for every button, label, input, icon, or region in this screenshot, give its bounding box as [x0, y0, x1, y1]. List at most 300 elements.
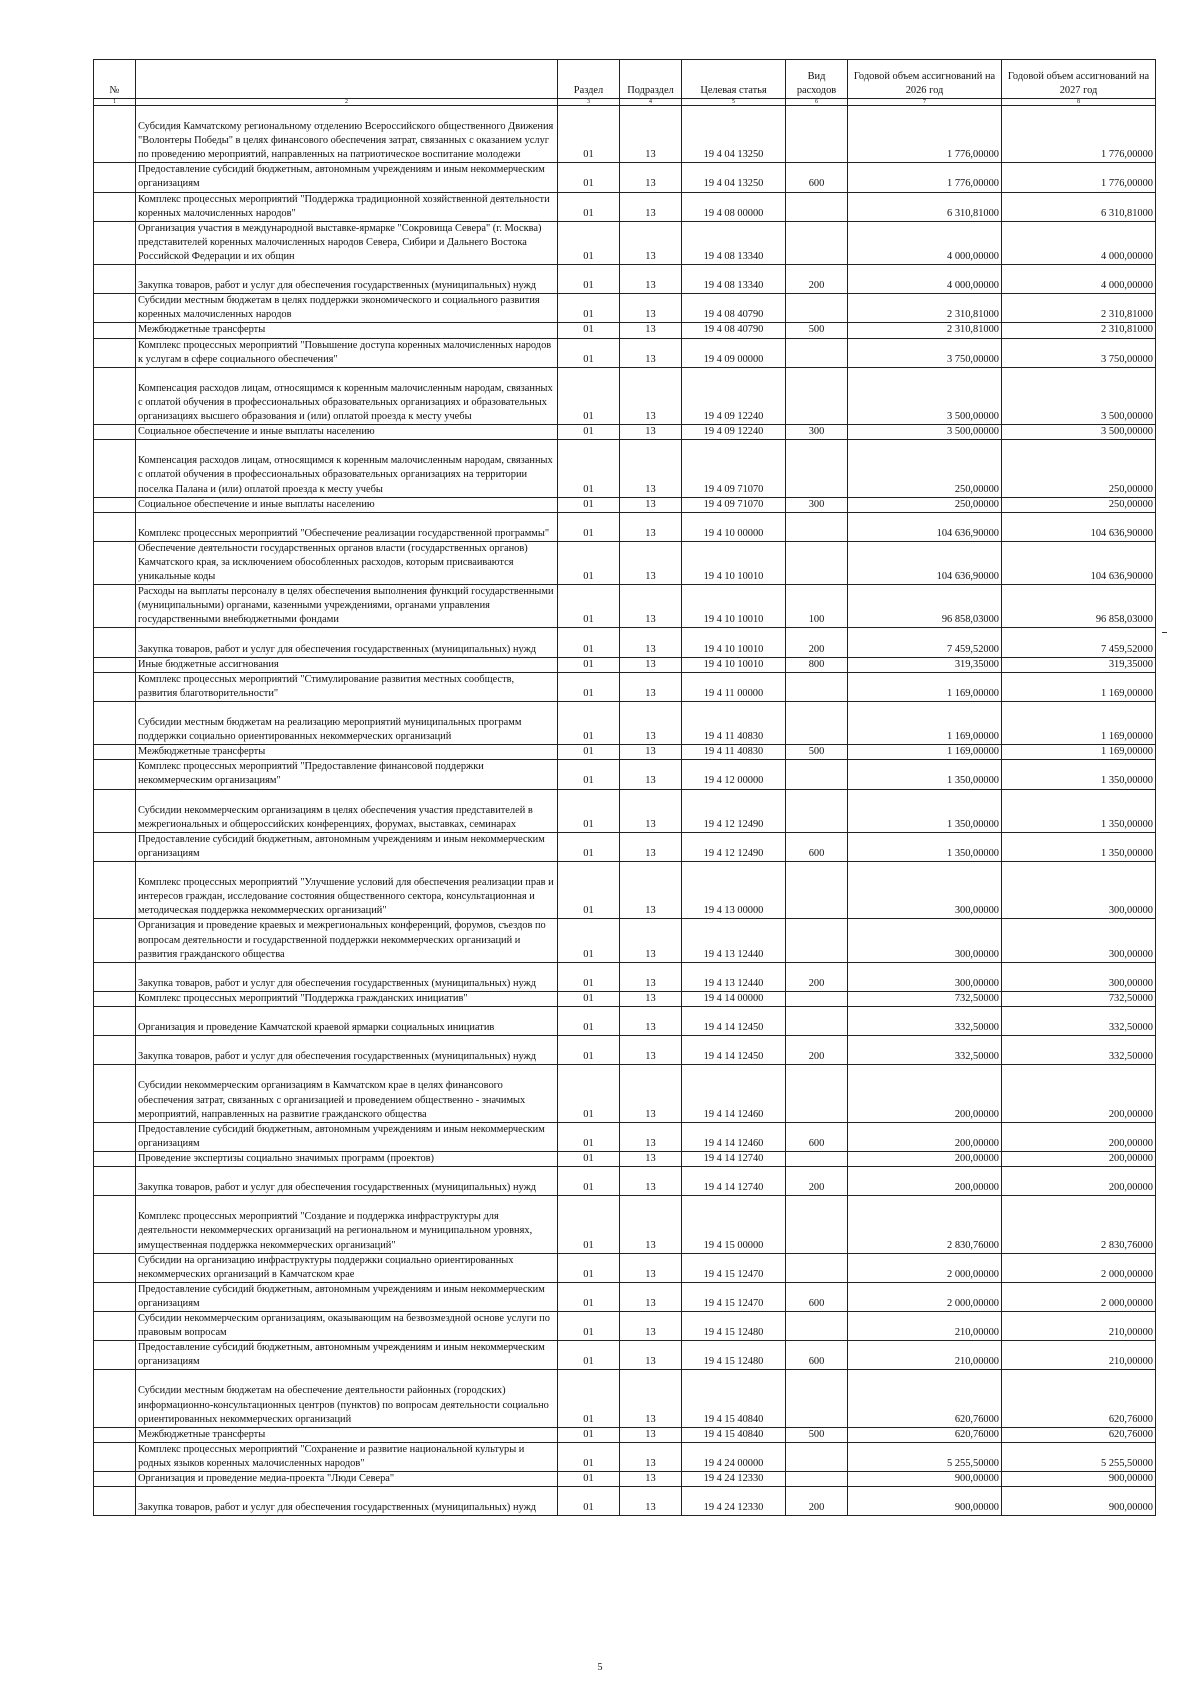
row-number-cell [94, 1311, 136, 1340]
table-row [94, 1311, 1156, 1340]
row-number-cell [94, 657, 136, 672]
row-number-cell [94, 919, 136, 962]
row-amount-2026-cell: 732,50000 [848, 991, 1002, 1006]
row-expense-type-cell: 500 [786, 1427, 848, 1442]
row-razdel-cell: 01 [558, 789, 620, 832]
row-amount-2026-cell: 5 255,50000 [848, 1442, 1002, 1471]
row-expense-type-cell [786, 1196, 848, 1253]
row-target-article-cell: 19 4 13 00000 [682, 862, 786, 919]
row-amount-2026-cell: 332,50000 [848, 1006, 1002, 1035]
row-target-article-cell: 19 4 14 12740 [682, 1167, 786, 1196]
row-number-cell [94, 962, 136, 991]
table-row [94, 789, 1156, 832]
row-number-cell [94, 1472, 136, 1487]
row-expense-type-cell: 500 [786, 323, 848, 338]
row-razdel-cell: 01 [558, 1253, 620, 1282]
row-target-article-cell: 19 4 10 10010 [682, 657, 786, 672]
row-name-cell: Межбюджетные трансферты [136, 745, 558, 760]
row-podrazdel-cell: 13 [620, 541, 682, 584]
table-row [94, 497, 1156, 512]
row-amount-2027-cell: 6 310,81000 [1002, 192, 1156, 221]
row-name-cell: Социальное обеспечение и иные выплаты населению [136, 497, 558, 512]
table-row [94, 1167, 1156, 1196]
row-number-cell [94, 1282, 136, 1311]
row-target-article-cell: 19 4 13 12440 [682, 919, 786, 962]
table-row [94, 440, 1156, 497]
row-razdel-cell: 01 [558, 425, 620, 440]
row-target-article-cell: 19 4 04 13250 [682, 163, 786, 192]
row-target-article-cell: 19 4 12 00000 [682, 760, 786, 789]
row-podrazdel-cell: 13 [620, 323, 682, 338]
row-number-cell [94, 672, 136, 701]
row-target-article-cell: 19 4 14 12460 [682, 1122, 786, 1151]
row-target-article-cell: 19 4 24 12330 [682, 1487, 786, 1516]
row-amount-2027-cell: 332,50000 [1002, 1036, 1156, 1065]
budget-table [93, 59, 1156, 1516]
row-number-cell [94, 1253, 136, 1282]
row-number-cell [94, 1442, 136, 1471]
table-row [94, 1122, 1156, 1151]
row-amount-2027-cell: 200,00000 [1002, 1065, 1156, 1122]
row-razdel-cell: 01 [558, 628, 620, 657]
row-podrazdel-cell: 13 [620, 106, 682, 163]
row-podrazdel-cell: 13 [620, 862, 682, 919]
row-podrazdel-cell: 13 [620, 265, 682, 294]
row-podrazdel-cell: 13 [620, 440, 682, 497]
col-number: 8 [1002, 99, 1156, 106]
row-number-cell [94, 701, 136, 744]
row-razdel-cell: 01 [558, 338, 620, 367]
row-expense-type-cell [786, 338, 848, 367]
row-expense-type-cell: 600 [786, 163, 848, 192]
row-amount-2026-cell: 200,00000 [848, 1151, 1002, 1166]
row-name-cell: Комплекс процессных мероприятий "Поддержка гражданских инициатив" [136, 991, 558, 1006]
row-target-article-cell: 19 4 11 40830 [682, 745, 786, 760]
row-expense-type-cell [786, 1370, 848, 1427]
row-target-article-cell: 19 4 09 00000 [682, 338, 786, 367]
row-name-cell: Субсидии местным бюджетам на обеспечение деятельности районных (городских) информационно-консультационных центров (пунктов) по вопросам деятельности социально ориентированных некоммерческих организаций [136, 1370, 558, 1427]
row-expense-type-cell [786, 991, 848, 1006]
row-amount-2027-cell: 250,00000 [1002, 497, 1156, 512]
row-name-cell: Предоставление субсидий бюджетным, автономным учреждениям и иным некоммерческим организациям [136, 1282, 558, 1311]
table-row [94, 512, 1156, 541]
row-target-article-cell: 19 4 08 13340 [682, 221, 786, 264]
row-expense-type-cell: 600 [786, 1122, 848, 1151]
row-name-cell: Субсидии на организацию инфраструктуры поддержки социально ориентированных некоммерческих организаций в Камчатском крае [136, 1253, 558, 1282]
row-amount-2026-cell: 3 750,00000 [848, 338, 1002, 367]
row-razdel-cell: 01 [558, 1167, 620, 1196]
row-name-cell: Организация и проведение краевых и межрегиональных конференций, форумов, съездов по вопросам деятельности и государственной поддержки некоммерческих организаций и развития гражданского общества [136, 919, 558, 962]
row-name-cell: Комплекс процессных мероприятий "Поддержка традиционной хозяйственной деятельности коренных малочисленных народов" [136, 192, 558, 221]
table-row [94, 760, 1156, 789]
row-razdel-cell: 01 [558, 832, 620, 861]
row-amount-2026-cell: 6 310,81000 [848, 192, 1002, 221]
row-number-cell [94, 1065, 136, 1122]
row-razdel-cell: 01 [558, 1370, 620, 1427]
row-razdel-cell: 01 [558, 962, 620, 991]
row-amount-2027-cell: 900,00000 [1002, 1487, 1156, 1516]
row-expense-type-cell [786, 294, 848, 323]
row-amount-2026-cell: 104 636,90000 [848, 541, 1002, 584]
row-name-cell: Межбюджетные трансферты [136, 1427, 558, 1442]
row-number-cell [94, 1036, 136, 1065]
row-name-cell: Организация участия в международной выставке-ярмарке "Сокровища Севера" (г. Москва) представителей коренных малочисленных народов Севера, Сибири и Дальнего Востока Российской Федерации и их общин [136, 221, 558, 264]
row-name-cell: Комплекс процессных мероприятий "Повышение доступа коренных малочисленных народов к услугам в сфере социального обеспечения" [136, 338, 558, 367]
row-razdel-cell: 01 [558, 760, 620, 789]
row-podrazdel-cell: 13 [620, 701, 682, 744]
row-number-cell [94, 192, 136, 221]
row-razdel-cell: 01 [558, 701, 620, 744]
row-target-article-cell: 19 4 15 12480 [682, 1311, 786, 1340]
table-row [94, 672, 1156, 701]
row-amount-2027-cell: 900,00000 [1002, 1472, 1156, 1487]
row-amount-2027-cell: 3 750,00000 [1002, 338, 1156, 367]
row-podrazdel-cell: 13 [620, 789, 682, 832]
table-row [94, 585, 1156, 628]
row-amount-2026-cell: 2 000,00000 [848, 1282, 1002, 1311]
row-amount-2027-cell: 2 310,81000 [1002, 323, 1156, 338]
row-amount-2026-cell: 1 169,00000 [848, 745, 1002, 760]
row-amount-2027-cell: 200,00000 [1002, 1167, 1156, 1196]
row-name-cell: Компенсация расходов лицам, относящимся к коренным малочисленным народам, связанных с оплатой обучения в профессиональных образовательных организациях и образовательных организациях высшего образования и (или) оплатой проезда к месту учебы [136, 367, 558, 424]
row-number-cell [94, 338, 136, 367]
row-razdel-cell: 01 [558, 367, 620, 424]
row-podrazdel-cell: 13 [620, 991, 682, 1006]
row-target-article-cell: 19 4 08 40790 [682, 323, 786, 338]
row-amount-2026-cell: 300,00000 [848, 919, 1002, 962]
row-number-cell [94, 1341, 136, 1370]
row-podrazdel-cell: 13 [620, 745, 682, 760]
row-podrazdel-cell: 13 [620, 1036, 682, 1065]
row-podrazdel-cell: 13 [620, 1442, 682, 1471]
col-number: 6 [786, 99, 848, 106]
row-amount-2027-cell: 300,00000 [1002, 962, 1156, 991]
row-amount-2026-cell: 319,35000 [848, 657, 1002, 672]
row-amount-2027-cell: 7 459,52000 [1002, 628, 1156, 657]
row-amount-2026-cell: 96 858,03000 [848, 585, 1002, 628]
row-podrazdel-cell: 13 [620, 1151, 682, 1166]
row-expense-type-cell: 200 [786, 1167, 848, 1196]
row-number-cell [94, 163, 136, 192]
row-amount-2026-cell: 3 500,00000 [848, 367, 1002, 424]
row-razdel-cell: 01 [558, 1427, 620, 1442]
row-amount-2027-cell: 4 000,00000 [1002, 221, 1156, 264]
row-podrazdel-cell: 13 [620, 672, 682, 701]
row-razdel-cell: 01 [558, 672, 620, 701]
row-expense-type-cell: 600 [786, 1282, 848, 1311]
row-amount-2027-cell: 3 500,00000 [1002, 425, 1156, 440]
row-podrazdel-cell: 13 [620, 1341, 682, 1370]
row-razdel-cell: 01 [558, 221, 620, 264]
col-number: 1 [94, 99, 136, 106]
col-header-expense-type: Вид расходов [786, 60, 848, 99]
row-name-cell: Организация и проведение Камчатской краевой ярмарки социальных инициатив [136, 1006, 558, 1035]
row-number-cell [94, 1151, 136, 1166]
row-number-cell [94, 106, 136, 163]
row-amount-2027-cell: 200,00000 [1002, 1151, 1156, 1166]
row-name-cell: Субсидии местным бюджетам в целях поддержки экономического и социального развития коренных малочисленных народов [136, 294, 558, 323]
row-amount-2026-cell: 332,50000 [848, 1036, 1002, 1065]
row-target-article-cell: 19 4 24 00000 [682, 1442, 786, 1471]
row-target-article-cell: 19 4 24 12330 [682, 1472, 786, 1487]
row-podrazdel-cell: 13 [620, 1253, 682, 1282]
row-expense-type-cell [786, 1065, 848, 1122]
row-amount-2026-cell: 250,00000 [848, 497, 1002, 512]
row-target-article-cell: 19 4 04 13250 [682, 106, 786, 163]
table-row [94, 1341, 1156, 1370]
row-razdel-cell: 01 [558, 1282, 620, 1311]
row-expense-type-cell: 800 [786, 657, 848, 672]
table-row [94, 265, 1156, 294]
table-row [94, 1006, 1156, 1035]
row-number-cell [94, 1006, 136, 1035]
row-name-cell: Комплекс процессных мероприятий "Стимулирование развития местных сообществ, развития благотворительности" [136, 672, 558, 701]
row-name-cell: Комплекс процессных мероприятий "Обеспечение реализации государственной программы" [136, 512, 558, 541]
table-row [94, 657, 1156, 672]
row-target-article-cell: 19 4 14 12460 [682, 1065, 786, 1122]
table-row [94, 628, 1156, 657]
row-razdel-cell: 01 [558, 1006, 620, 1035]
row-number-cell [94, 789, 136, 832]
row-amount-2027-cell: 1 776,00000 [1002, 106, 1156, 163]
row-name-cell: Иные бюджетные ассигнования [136, 657, 558, 672]
table-row [94, 862, 1156, 919]
row-target-article-cell: 19 4 09 12240 [682, 367, 786, 424]
row-amount-2026-cell: 200,00000 [848, 1167, 1002, 1196]
row-target-article-cell: 19 4 09 71070 [682, 497, 786, 512]
row-razdel-cell: 01 [558, 1442, 620, 1471]
row-razdel-cell: 01 [558, 497, 620, 512]
row-amount-2027-cell: 96 858,03000 [1002, 585, 1156, 628]
row-number-cell [94, 425, 136, 440]
row-target-article-cell: 19 4 11 40830 [682, 701, 786, 744]
row-target-article-cell: 19 4 09 12240 [682, 425, 786, 440]
row-razdel-cell: 01 [558, 585, 620, 628]
row-name-cell: Проведение экспертизы социально значимых программ (проектов) [136, 1151, 558, 1166]
row-razdel-cell: 01 [558, 1036, 620, 1065]
row-podrazdel-cell: 13 [620, 962, 682, 991]
row-expense-type-cell: 200 [786, 1487, 848, 1516]
row-amount-2027-cell: 1 169,00000 [1002, 745, 1156, 760]
row-expense-type-cell [786, 1311, 848, 1340]
row-name-cell: Обеспечение деятельности государственных органов власти (государственных органов) Камчатского края, за исключением обособленных расходов, которым присваиваются уникальные коды [136, 541, 558, 584]
row-expense-type-cell: 600 [786, 832, 848, 861]
row-number-cell [94, 1122, 136, 1151]
row-number-cell [94, 862, 136, 919]
table-row [94, 991, 1156, 1006]
row-amount-2026-cell: 210,00000 [848, 1341, 1002, 1370]
row-name-cell: Субсидии некоммерческим организациям в Камчатском крае в целях финансового обеспечения затрат, связанных с организацией и проведением общественно - значимых мероприятий, направленных на развитие гражданского общества [136, 1065, 558, 1122]
row-podrazdel-cell: 13 [620, 1311, 682, 1340]
row-target-article-cell: 19 4 15 40840 [682, 1370, 786, 1427]
row-target-article-cell: 19 4 13 12440 [682, 962, 786, 991]
budget-rows [94, 106, 1156, 1516]
row-expense-type-cell [786, 106, 848, 163]
row-amount-2026-cell: 210,00000 [848, 1311, 1002, 1340]
row-razdel-cell: 01 [558, 1341, 620, 1370]
row-amount-2027-cell: 250,00000 [1002, 440, 1156, 497]
row-name-cell: Закупка товаров, работ и услуг для обеспечения государственных (муниципальных) нужд [136, 265, 558, 294]
table-row [94, 1370, 1156, 1427]
col-number: 4 [620, 99, 682, 106]
row-amount-2027-cell: 1 776,00000 [1002, 163, 1156, 192]
row-expense-type-cell [786, 367, 848, 424]
row-number-cell [94, 1370, 136, 1427]
row-podrazdel-cell: 13 [620, 338, 682, 367]
row-amount-2027-cell: 4 000,00000 [1002, 265, 1156, 294]
row-razdel-cell: 01 [558, 440, 620, 497]
row-target-article-cell: 19 4 10 00000 [682, 512, 786, 541]
row-name-cell: Субсидии некоммерческим организациям, оказывающим на безвозмездной основе услуги по правовым вопросам [136, 1311, 558, 1340]
row-podrazdel-cell: 13 [620, 294, 682, 323]
row-target-article-cell: 19 4 11 00000 [682, 672, 786, 701]
row-name-cell: Предоставление субсидий бюджетным, автономным учреждениям и иным некоммерческим организациям [136, 1122, 558, 1151]
row-razdel-cell: 01 [558, 512, 620, 541]
row-amount-2026-cell: 620,76000 [848, 1427, 1002, 1442]
row-number-cell [94, 585, 136, 628]
row-number-cell [94, 991, 136, 1006]
row-amount-2027-cell: 2 000,00000 [1002, 1253, 1156, 1282]
row-amount-2027-cell: 2 310,81000 [1002, 294, 1156, 323]
row-amount-2027-cell: 620,76000 [1002, 1427, 1156, 1442]
table-row [94, 1427, 1156, 1442]
table-row [94, 701, 1156, 744]
col-header-num: № [94, 60, 136, 99]
row-razdel-cell: 01 [558, 265, 620, 294]
row-podrazdel-cell: 13 [620, 585, 682, 628]
row-razdel-cell: 01 [558, 1196, 620, 1253]
row-target-article-cell: 19 4 14 12450 [682, 1006, 786, 1035]
row-podrazdel-cell: 13 [620, 1370, 682, 1427]
row-razdel-cell: 01 [558, 541, 620, 584]
row-target-article-cell: 19 4 15 12470 [682, 1253, 786, 1282]
row-amount-2026-cell: 4 000,00000 [848, 265, 1002, 294]
table-row [94, 1282, 1156, 1311]
row-name-cell: Предоставление субсидий бюджетным, автономным учреждениям и иным некоммерческим организациям [136, 163, 558, 192]
row-podrazdel-cell: 13 [620, 512, 682, 541]
table-row [94, 367, 1156, 424]
row-name-cell: Компенсация расходов лицам, относящимся к коренным малочисленным народам, связанных с оплатой обучения в профессиональных образовательных организациях на территории поселка Палана и (или) оплатой проезда к месту учебы [136, 440, 558, 497]
row-razdel-cell: 01 [558, 192, 620, 221]
row-target-article-cell: 19 4 14 00000 [682, 991, 786, 1006]
row-amount-2027-cell: 1 350,00000 [1002, 760, 1156, 789]
row-podrazdel-cell: 13 [620, 919, 682, 962]
row-name-cell: Комплекс процессных мероприятий "Улучшение условий для обеспечения реализации прав и интересов граждан, исследование состояния общественного сектора, консультационная и методическая поддержка некоммерческих организаций" [136, 862, 558, 919]
row-number-cell [94, 1167, 136, 1196]
row-razdel-cell: 01 [558, 1311, 620, 1340]
row-name-cell: Организация и проведение медиа-проекта "Люди Севера" [136, 1472, 558, 1487]
row-razdel-cell: 01 [558, 991, 620, 1006]
row-podrazdel-cell: 13 [620, 760, 682, 789]
table-row [94, 163, 1156, 192]
row-amount-2027-cell: 5 255,50000 [1002, 1442, 1156, 1471]
row-number-cell [94, 1427, 136, 1442]
row-amount-2026-cell: 1 169,00000 [848, 672, 1002, 701]
row-expense-type-cell: 100 [786, 585, 848, 628]
row-target-article-cell: 19 4 15 40840 [682, 1427, 786, 1442]
row-amount-2026-cell: 2 310,81000 [848, 294, 1002, 323]
budget-table-sheet [93, 59, 1155, 1516]
row-amount-2027-cell: 300,00000 [1002, 862, 1156, 919]
row-number-cell [94, 1196, 136, 1253]
row-amount-2027-cell: 210,00000 [1002, 1341, 1156, 1370]
row-number-cell [94, 221, 136, 264]
row-expense-type-cell [786, 1006, 848, 1035]
row-razdel-cell: 01 [558, 919, 620, 962]
row-number-cell [94, 832, 136, 861]
row-name-cell: Межбюджетные трансферты [136, 323, 558, 338]
row-amount-2026-cell: 900,00000 [848, 1487, 1002, 1516]
row-podrazdel-cell: 13 [620, 425, 682, 440]
table-row [94, 962, 1156, 991]
row-amount-2027-cell: 2 000,00000 [1002, 1282, 1156, 1311]
row-amount-2027-cell: 300,00000 [1002, 919, 1156, 962]
row-expense-type-cell [786, 440, 848, 497]
row-target-article-cell: 19 4 10 10010 [682, 628, 786, 657]
row-podrazdel-cell: 13 [620, 367, 682, 424]
table-row [94, 1253, 1156, 1282]
row-amount-2027-cell: 104 636,90000 [1002, 541, 1156, 584]
row-expense-type-cell [786, 1253, 848, 1282]
row-podrazdel-cell: 13 [620, 628, 682, 657]
col-header-razdel: Раздел [558, 60, 620, 99]
row-razdel-cell: 01 [558, 1472, 620, 1487]
row-number-cell [94, 745, 136, 760]
row-podrazdel-cell: 13 [620, 163, 682, 192]
row-expense-type-cell [786, 760, 848, 789]
row-target-article-cell: 19 4 15 12470 [682, 1282, 786, 1311]
row-amount-2026-cell: 1 776,00000 [848, 163, 1002, 192]
row-expense-type-cell: 300 [786, 425, 848, 440]
row-target-article-cell: 19 4 10 10010 [682, 541, 786, 584]
row-expense-type-cell [786, 221, 848, 264]
row-amount-2026-cell: 200,00000 [848, 1122, 1002, 1151]
margin-mark [1162, 632, 1167, 633]
row-amount-2027-cell: 332,50000 [1002, 1006, 1156, 1035]
row-name-cell: Закупка товаров, работ и услуг для обеспечения государственных (муниципальных) нужд [136, 1487, 558, 1516]
row-amount-2027-cell: 210,00000 [1002, 1311, 1156, 1340]
table-row [94, 192, 1156, 221]
table-row [94, 541, 1156, 584]
row-amount-2027-cell: 1 169,00000 [1002, 701, 1156, 744]
row-number-cell [94, 323, 136, 338]
row-razdel-cell: 01 [558, 745, 620, 760]
row-expense-type-cell [786, 1472, 848, 1487]
row-name-cell: Субсидии местным бюджетам на реализацию мероприятий муниципальных программ поддержки социально ориентированных некоммерческих организаций [136, 701, 558, 744]
row-podrazdel-cell: 13 [620, 1167, 682, 1196]
row-name-cell: Закупка товаров, работ и услуг для обеспечения государственных (муниципальных) нужд [136, 628, 558, 657]
row-target-article-cell: 19 4 12 12490 [682, 832, 786, 861]
col-header-name [136, 60, 558, 99]
row-target-article-cell: 19 4 12 12490 [682, 789, 786, 832]
row-amount-2027-cell: 3 500,00000 [1002, 367, 1156, 424]
row-amount-2027-cell: 620,76000 [1002, 1370, 1156, 1427]
row-razdel-cell: 01 [558, 323, 620, 338]
row-number-cell [94, 628, 136, 657]
row-expense-type-cell [786, 919, 848, 962]
table-row [94, 745, 1156, 760]
row-amount-2026-cell: 300,00000 [848, 862, 1002, 919]
table-header-row [94, 60, 1156, 99]
row-amount-2026-cell: 250,00000 [848, 440, 1002, 497]
row-amount-2026-cell: 1 350,00000 [848, 760, 1002, 789]
row-expense-type-cell [786, 1442, 848, 1471]
row-expense-type-cell [786, 192, 848, 221]
column-number-row [94, 99, 1156, 106]
row-name-cell: Закупка товаров, работ и услуг для обеспечения государственных (муниципальных) нужд [136, 1167, 558, 1196]
row-amount-2026-cell: 2 830,76000 [848, 1196, 1002, 1253]
row-name-cell: Комплекс процессных мероприятий "Предоставление финансовой поддержки некоммерческим организациям" [136, 760, 558, 789]
